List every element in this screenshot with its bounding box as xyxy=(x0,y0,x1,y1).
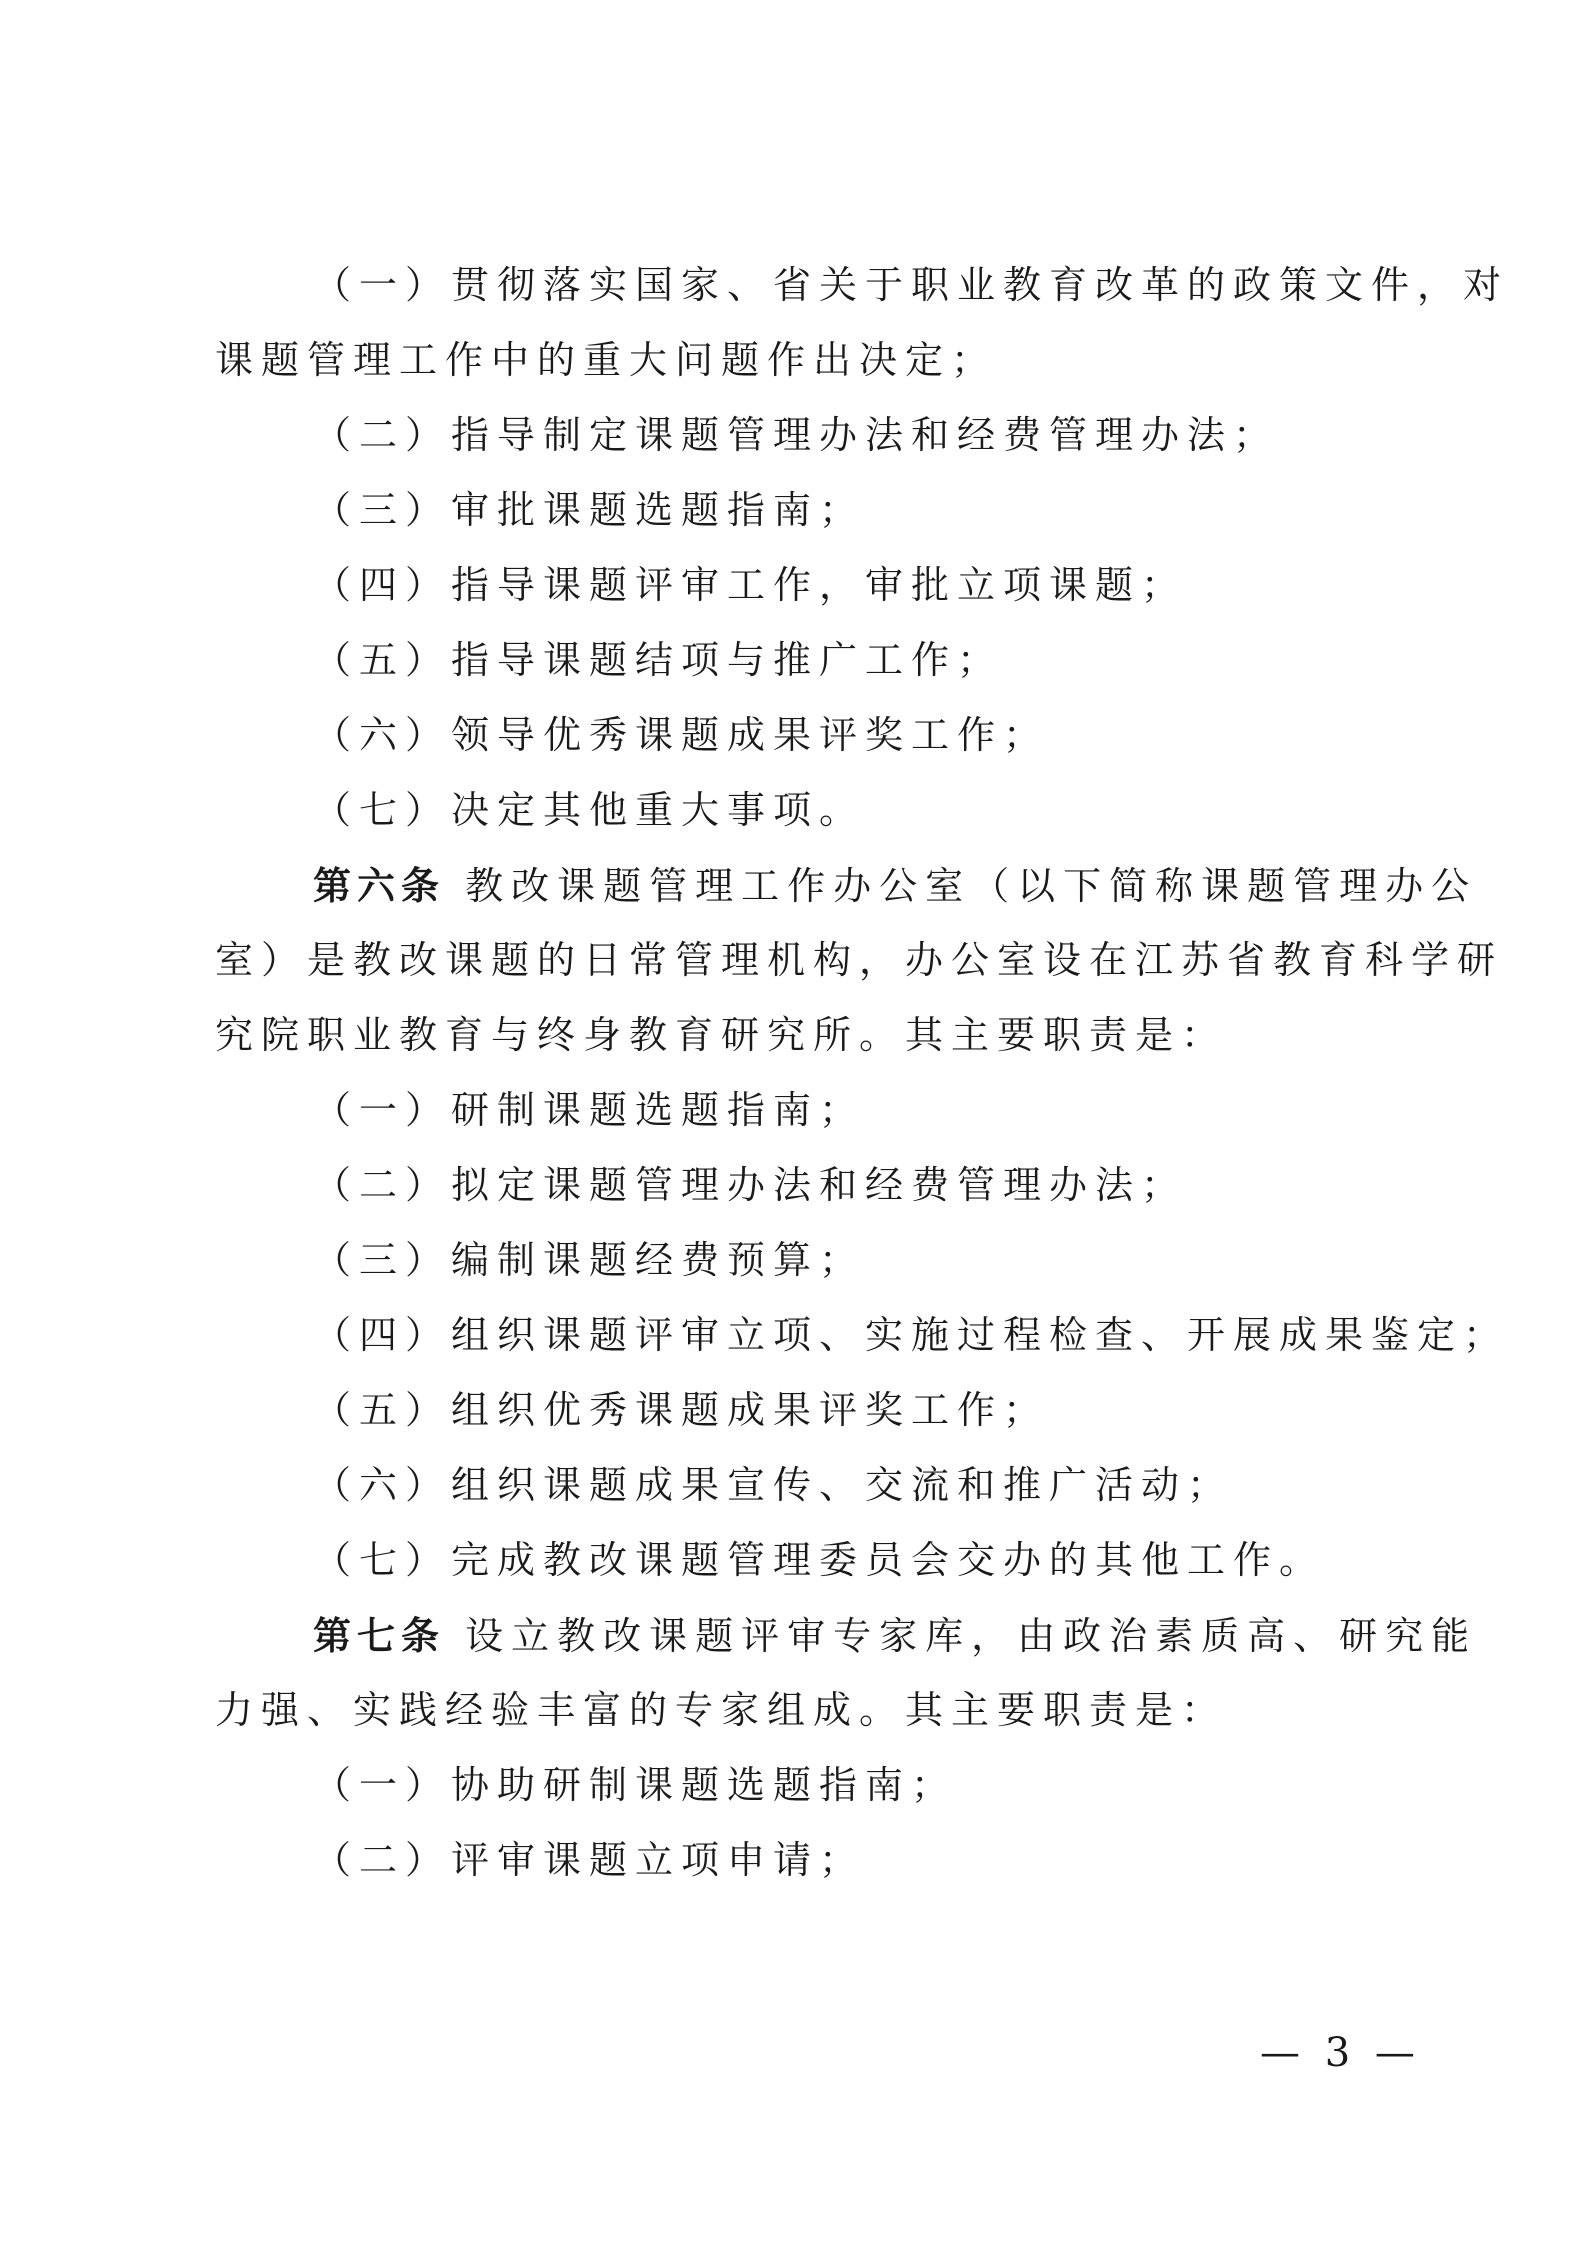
article7-line2: 力强、实践经验丰富的专家组成。其主要职责是： xyxy=(215,1688,1228,1732)
article5-item-6: （六）领导优秀课题成果评奖工作； xyxy=(313,713,1050,757)
article6-item-6: （六）组织课题成果宣传、交流和推广活动； xyxy=(313,1463,1234,1507)
article7-item-1: （一）协助研制课题选题指南； xyxy=(313,1763,958,1807)
article6-line2: 室）是教改课题的日常管理机构，办公室设在江苏省教育科学研 xyxy=(215,938,1504,982)
article6-item-7: （七）完成教改课题管理委员会交办的其他工作。 xyxy=(313,1538,1326,1582)
article5-item-1: （一）贯彻落实国家、省关于职业教育改革的政策文件，对 xyxy=(313,263,1510,307)
article6-item-5: （五）组织优秀课题成果评奖工作； xyxy=(313,1388,1050,1432)
page-number: — 3 — xyxy=(1260,2030,1421,2076)
article6-item-2: （二）拟定课题管理办法和经费管理办法； xyxy=(313,1163,1188,1207)
article6-item-4: （四）组织课题评审立项、实施过程检查、开展成果鉴定； xyxy=(313,1313,1510,1357)
article5-item-4: （四）指导课题评审工作，审批立项课题； xyxy=(313,563,1188,607)
article7-line1: 设立教改课题评审专家库，由政治素质高、研究能 xyxy=(465,1614,1478,1658)
article6-paragraph xyxy=(215,848,1478,923)
article6-item-3: （三）编制课题经费预算； xyxy=(313,1238,866,1282)
article7-heading: 第七条 xyxy=(313,1613,446,1658)
article5-item-5: （五）指导课题结项与推广工作； xyxy=(313,638,1004,682)
article5-item-1-cont: 课题管理工作中的重大问题作出决定； xyxy=(215,338,998,382)
article5-item-7: （七）决定其他重大事项。 xyxy=(313,788,866,832)
article6-line1: 教改课题管理工作办公室（以下简称课题管理办公 xyxy=(465,864,1478,908)
document-body xyxy=(215,248,1510,1898)
article5-item-3: （三）审批课题选题指南； xyxy=(313,488,866,532)
article6-heading: 第六条 xyxy=(313,863,446,908)
article6-item-1: （一）研制课题选题指南； xyxy=(313,1088,866,1132)
article5-item-2: （二）指导制定课题管理办法和经费管理办法； xyxy=(313,413,1280,457)
article7-item-2: （二）评审课题立项申请； xyxy=(313,1838,866,1882)
article6-line3: 究院职业教育与终身教育研究所。其主要职责是： xyxy=(215,1013,1228,1057)
article7-paragraph xyxy=(215,1598,1478,1673)
